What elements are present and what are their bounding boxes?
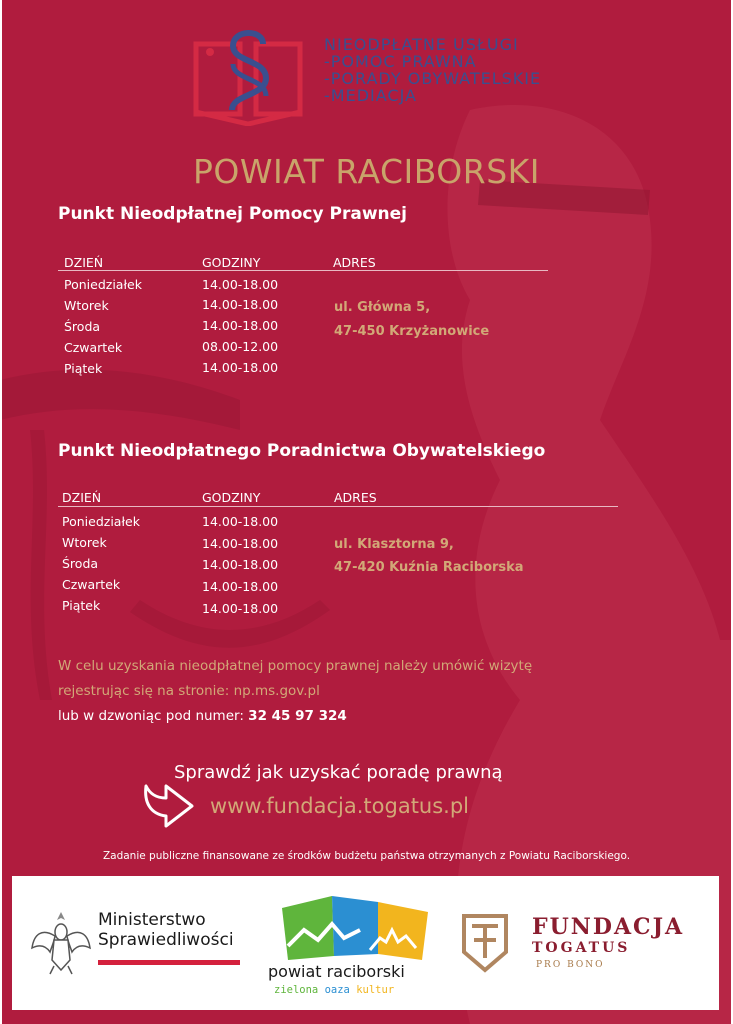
brand-line-2: -POMOC PRAWNA	[324, 52, 477, 71]
arrow-icon	[140, 776, 198, 830]
powiat-raciborski-logo-icon	[274, 894, 434, 964]
section1-row-day: Środa	[64, 319, 101, 334]
phone-prefix: lub w dzwoniąc pod numer:	[58, 708, 249, 724]
ministry-line2: Sprawiedliwości	[98, 930, 234, 950]
section1-row-day: Poniedziałek	[64, 277, 142, 292]
polish-eagle-icon	[30, 908, 92, 976]
section1-row-day: Piątek	[64, 361, 103, 376]
section2-col-hours: GODZINY	[202, 490, 261, 505]
ministry-name	[98, 910, 234, 950]
section2-col-addr: ADRES	[334, 490, 377, 505]
powiat-sub-yellow: kultur	[356, 984, 395, 996]
section1-row-hours: 14.00-18.00	[202, 277, 279, 292]
section2-row-day: Poniedziałek	[62, 514, 140, 529]
section2-row-day: Wtorek	[62, 535, 107, 550]
section2-divider	[58, 506, 618, 507]
ministry-red-bar	[98, 960, 240, 965]
section2-address-line1: ul. Klasztorna 9,	[334, 537, 454, 552]
section2-title: Punkt Nieodpłatnego Poradnictwa Obywatelskiego	[58, 441, 546, 461]
section2-row-day: Piątek	[62, 598, 101, 613]
phone-number[interactable]: 32 45 97 324	[248, 708, 347, 724]
brand-line-3: -PORADY OBYWATELSKIE	[324, 69, 542, 88]
section1-col-hours: GODZINY	[202, 255, 261, 270]
togatus-emblem-icon	[460, 912, 510, 974]
section2-row-day: Czwartek	[62, 577, 121, 592]
section1-row-hours: 14.00-18.00	[202, 360, 279, 375]
section2-row-hours: 14.00-18.00	[202, 536, 279, 551]
powiat-subtitle	[274, 984, 394, 996]
section1-address-line2: 47-450 Krzyżanowice	[334, 324, 490, 339]
section2-col-day: DZIEŃ	[62, 490, 102, 505]
section1-row-hours: 08.00-12.00	[202, 339, 279, 354]
fundacja-line2: TOGATUS	[532, 940, 631, 956]
ministry-line1: Ministerstwo	[98, 910, 206, 930]
powiat-sub-green: zielona	[274, 984, 319, 996]
page-title: POWIAT RACIBORSKI	[192, 152, 541, 191]
section1-row-hours: 14.00-18.00	[202, 297, 279, 312]
check-text: Sprawdź jak uzyskać poradę prawną	[174, 762, 503, 783]
info-line3	[58, 708, 347, 724]
section1-col-day: DZIEŃ	[64, 255, 104, 270]
section2-row-day: Środa	[62, 556, 99, 571]
logos-strip	[12, 876, 719, 1010]
section1-divider	[58, 270, 548, 271]
section1-col-addr: ADRES	[333, 255, 376, 270]
section2-address-line2: 47-420 Kuźnia Raciborska	[334, 560, 524, 575]
powiat-sub-blue: oaza	[324, 984, 350, 996]
brand-lines	[324, 36, 541, 104]
section1-row-day: Wtorek	[64, 298, 109, 313]
funding-footnote: Zadanie publiczne finansowane ze środków budżetu państwa otrzymanych z Powiatu Raciborskiego.	[102, 850, 631, 862]
info-line1: W celu uzyskania nieodpłatnej pomocy prawnej należy umówić wizytę	[58, 658, 533, 674]
legal-aid-logo-icon	[188, 24, 308, 126]
section1-address-line1: ul. Główna 5,	[334, 300, 431, 315]
section2-row-hours: 14.00-18.00	[202, 601, 279, 616]
brand-line-1: NIEODPŁATNE USŁUGI	[324, 35, 519, 54]
section1-title: Punkt Nieodpłatnej Pomocy Prawnej	[58, 204, 407, 224]
section2-row-hours: 14.00-18.00	[202, 579, 279, 594]
brand-line-4: -MEDIACJA	[324, 86, 417, 105]
fundacja-line3: PRO BONO	[536, 960, 605, 970]
section1-row-hours: 14.00-18.00	[202, 318, 279, 333]
section2-row-hours: 14.00-18.00	[202, 557, 279, 572]
section2-row-hours: 14.00-18.00	[202, 514, 279, 529]
fundacja-line1: FUNDACJA	[532, 914, 685, 940]
info-line2: rejestrując się na stronie: np.ms.gov.pl	[58, 683, 320, 699]
website-link[interactable]: www.fundacja.togatus.pl	[210, 794, 470, 818]
powiat-name: powiat raciborski	[268, 962, 405, 981]
section1-row-day: Czwartek	[64, 340, 123, 355]
